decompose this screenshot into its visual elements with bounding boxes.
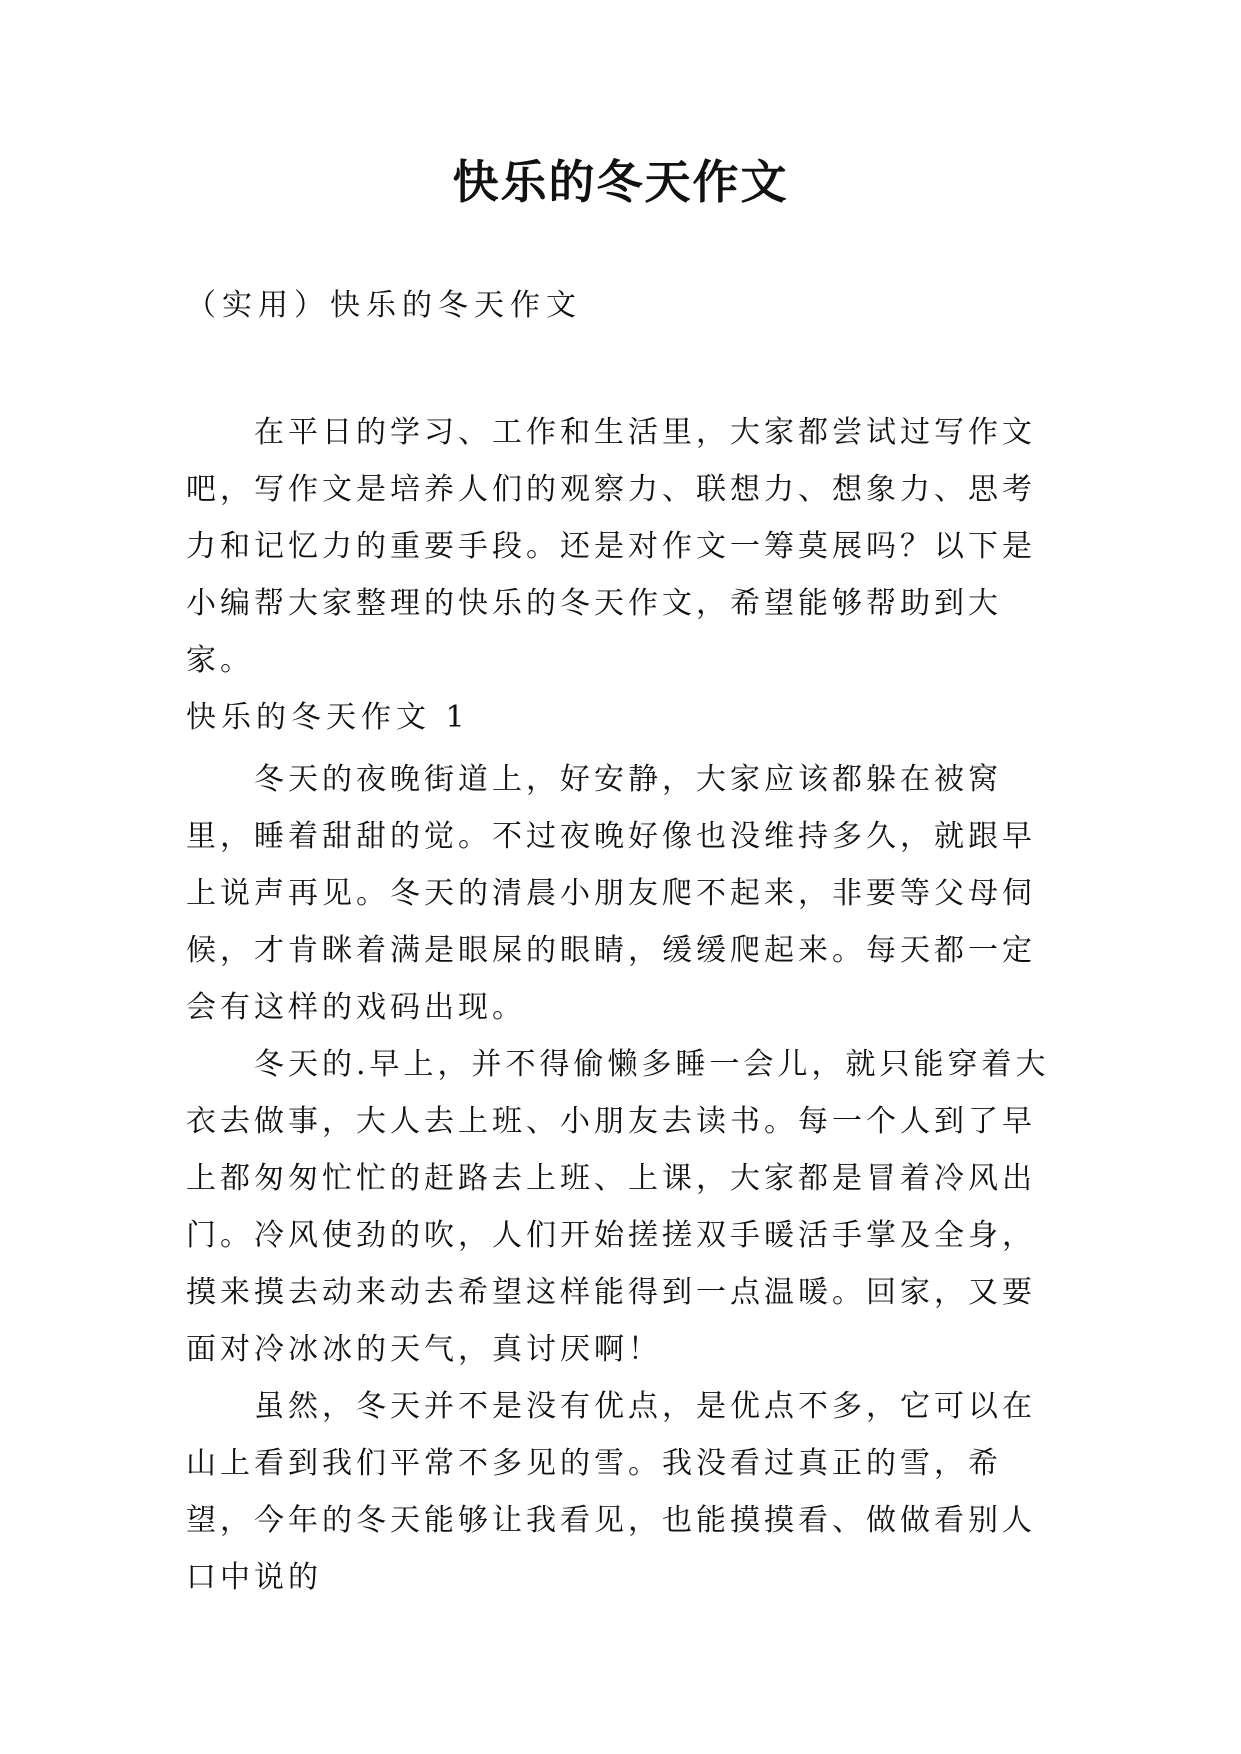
document-subtitle: （实用）快乐的冬天作文 <box>186 288 582 323</box>
document-title: 快乐的冬天作文 <box>452 155 789 209</box>
essay-paragraph: 冬天的夜晚街道上，好安静，大家应该都躲在被窝里，睡着甜甜的觉。不过夜晚好像也没维持多久，就跟早上说声再见。冬天的清晨小朋友爬不起来，非要等父母伺候，才肯眯着满是眼屎的眼睛，缓缓爬起来。每天都一定会有这样的戏码出现。 <box>186 762 1036 1025</box>
essay-heading: 快乐的冬天作文 1 <box>186 700 470 735</box>
intro-paragraph: 在平日的学习、工作和生活里，大家都尝试过写作文吧，写作文是培养人们的观察力、联想力、想象力、思考力和记忆力的重要手段。还是对作文一筹莫展吗？以下是小编帮大家整理的快乐的冬天作文，希望能够帮助到大家。 <box>186 415 1036 678</box>
essay-paragraph: 虽然，冬天并不是没有优点，是优点不多，它可以在山上看到我们平常不多见的雪。我没看过真正的雪，希望，今年的冬天能够让我看见，也能摸摸看、做做看别人口中说的 <box>186 1389 1036 1595</box>
essay-body <box>186 751 1066 1606</box>
essay-paragraph: 冬天的.早上，并不得偷懒多睡一会儿，就只能穿着大衣去做事，大人去上班、小朋友去读书。每一个人到了早上都匆匆忙忙的赶路去上班、上课，大家都是冒着冷风出门。冷风使劲的吹，人们开始搓搓双手暖活手掌及全身，摸来摸去动来动去希望这样能得到一点温暖。回家，又要面对冷冰冰的天气，真讨厌啊！ <box>186 1047 1050 1367</box>
